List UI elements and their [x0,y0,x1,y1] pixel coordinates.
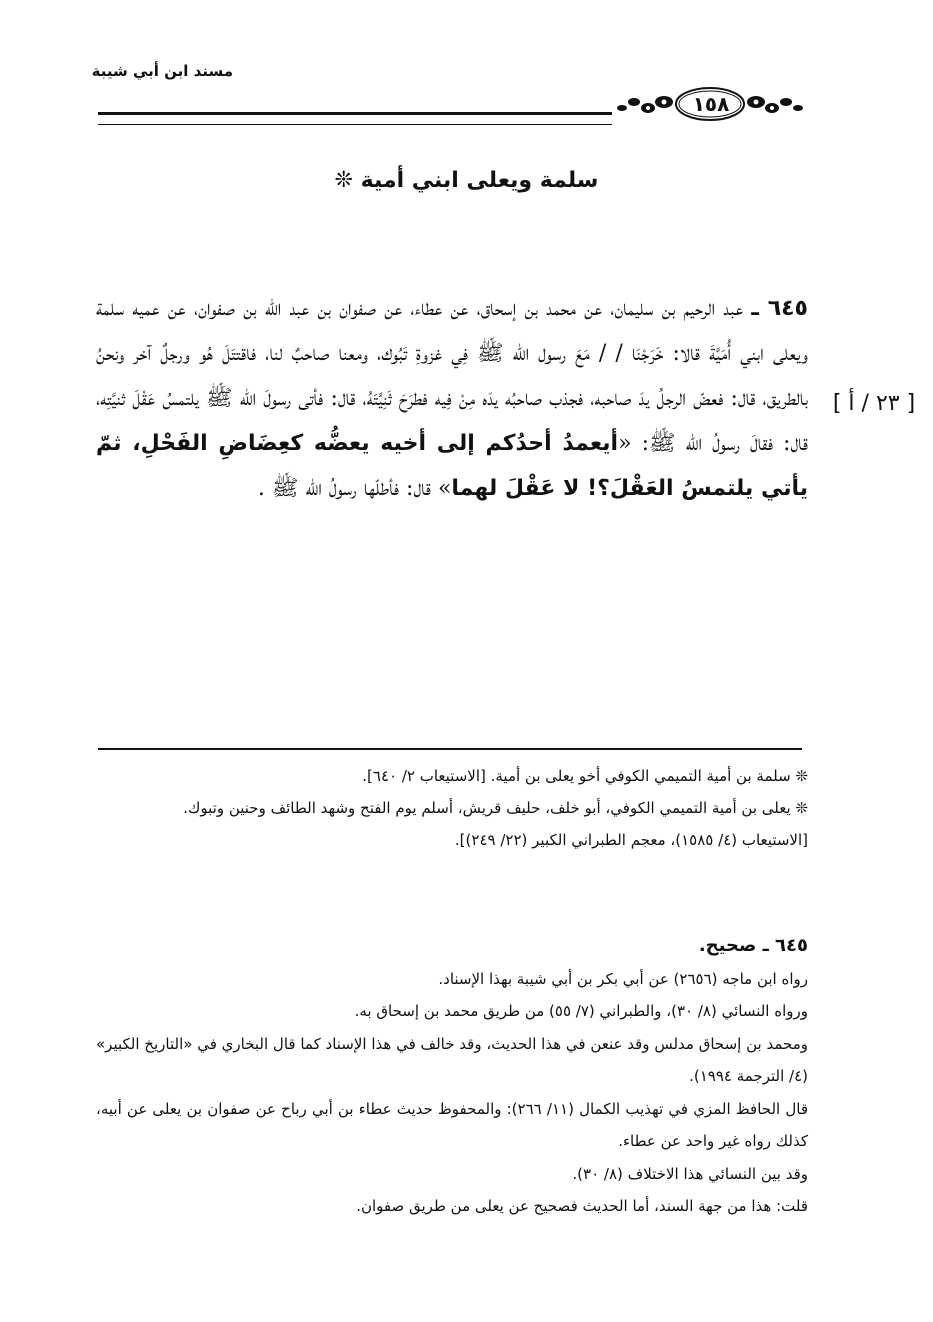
takhrij-line: ورواه النسائي (٨/ ٣٠)، والطبراني (٧/ ٥٥) من طريق محمد بن إسحاق به. [354,1002,808,1020]
takhrij-section [96,930,808,1223]
takhrij-line: ومحمد بن إسحاق مدلس وقد عنعن في هذا الحديث، وقد خالف في هذا الإسناد كما قال البخاري في «التاريخ الكبير» (٤/ الترجمة ١٩٩٤). [96,1034,808,1085]
takhrij-heading: ٦٤٥ ـ صحيح. [698,935,808,956]
takhrij-line: قال الحافظ المزي في تهذيب الكمال (١١/ ٢٦٦): والمحفوظ حديث عطاء بن أبي رباح عن صفوان بن يعلى عن أبيه، كذلك رواه غير واحد عن عطاء. [96,1099,808,1150]
takhrij-line: قلت: هذا من جهة السند، أما الحديث فصحيح عن يعلى من طريق صفوان. [356,1197,808,1215]
footnote: [الاستيعاب (٤/ ١٥٨٥)، معجم الطبراني الكبير (٢٢/ ٢٤٩)]. [454,831,808,849]
takhrij-line: وقد بين النسائي هذا الاختلاف (٨/ ٣٠). [572,1164,808,1183]
footnote-separator [98,748,802,750]
prophetic-saying: أيعمدُ أحدُكم إلى أخيه يعضُّه كعِضَاضِ الفَحْلِ، ثمّ يأتي يلتمسُ العَقْلَ؟! لا عَقْلَ لهما [96,431,808,501]
hadith-text [96,286,808,511]
running-title: مسند ابن أبي شيبة [91,62,233,80]
footnote: ❊ يعلى بن أمية التميمي الكوفي، أبو خلف، حليف قريش، أسلم يوم الفتح وشهد الطائف وحنين وتبوك. [183,799,808,817]
manuscript-folio-ref: [ ٢٣ / أ ] [832,391,916,416]
hadith-narration: عبد الرحيم بن سليمان، عن محمد بن إسحاق، عن عطاء، عن صفوان بن عبد الله بن صفوان، عن عميه سلمة ويعلى ابني أُمَيَّةَ قالا: خَرَجْنَا / / مَعَ رسول الله ﷺ فِي غزوةِ تَبُوك، ومعنا صاحبٌ لنا، فاقتتَلَ هُو ورجلٌ آخر ونحنُ بالطريق، قال: فعضّ الرجلُ يدَ صاحبه، فجذب صاحبُه يدَه مِنْ فِيه فطرَحَ ثَنِيَّتَهُ، قال: فأتى رسولَ الله ﷺ يلتمسُ عَقْلَ ثنيَّتِه، قال: فقالَ رسولُ الله ﷺ: « [96,296,808,456]
footnote: ❊ سلمة بن أمية التميمي الكوفي أخو يعلى بن أمية. [الاستيعاب ٢/ ٦٤٠]. [362,767,808,785]
takhrij-line: رواه ابن ماجه (٢٦٥٦) عن أبي بكر بن أبي شيبة بهذا الإسناد. [438,969,808,988]
page-number: ١٥٨ [692,92,730,116]
header-rule [98,112,612,125]
hadith-number: ٦٤٥ ـ [751,296,808,321]
chapter-title: سلمة ويعلى ابني أمية ❊ [334,168,599,193]
hadith-ending: » قال: فأطلّها رسولُ الله ﷺ . [257,476,452,501]
footnotes [96,760,808,856]
